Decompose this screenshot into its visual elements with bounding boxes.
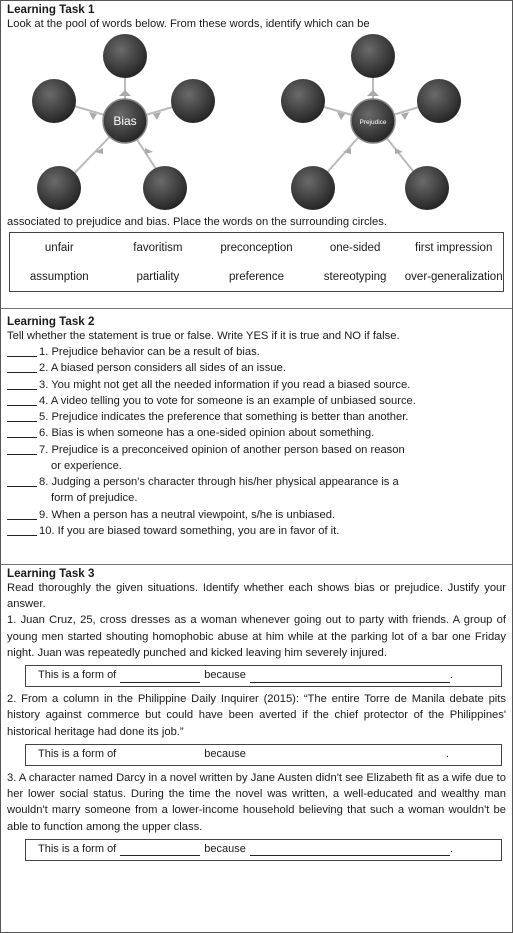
situation-item (7, 691, 506, 740)
learning-task-3 (1, 565, 512, 932)
form-because: because (204, 669, 246, 682)
prejudice-center-label: Prejudice (359, 119, 387, 127)
bias-answer-circle-right[interactable] (171, 79, 215, 123)
prejudice-answer-circle-right[interactable] (417, 79, 461, 123)
statement-text: 1. Prejudice behavior can be a result of bias. (39, 346, 260, 359)
situation-item (7, 612, 506, 661)
statement-text: 5. Prejudice indicates the preference that something is better than another. (39, 411, 409, 424)
form-because: because (204, 842, 246, 855)
statement-continuation: form of prejudice. (51, 492, 138, 505)
task2-instruction: Tell whether the statement is true or false. Write YES if it is true and NO if false. (7, 330, 400, 342)
statement-text: 3. You might not get all the needed information if you read a biased source. (39, 378, 411, 391)
justification-blank[interactable] (250, 670, 450, 683)
statement-row (7, 377, 506, 393)
situation-text: 1. Juan Cruz, 25, cross dresses as a woman whenever going out to party with friends. A group of young men started shouting homophobic abuse at him while at the parking lot of a bar one Friday night. Juan was repeatedly punched and kicked leaving him severely injured. (7, 614, 506, 659)
form-type-blank[interactable] (120, 843, 200, 856)
statement-text: 9. When a person has a neutral viewpoint, s/he is unbiased. (39, 508, 336, 521)
answer-blank[interactable] (7, 409, 37, 422)
answer-blank[interactable] (7, 507, 37, 520)
statement-row (7, 344, 506, 360)
statement-text: 4. A video telling you to vote for someone is an example of unbiased source. (39, 394, 416, 407)
justification-blank[interactable] (250, 843, 450, 856)
answer-blank[interactable] (7, 474, 37, 487)
word-pool-item: one-sided (329, 241, 381, 254)
answer-box[interactable]: This is a form of because . (25, 839, 502, 861)
word-pool-item: over-generalization (404, 270, 503, 283)
situation-item (7, 770, 506, 835)
bias-answer-circle-bottom-right[interactable] (143, 166, 187, 210)
answer-blank[interactable] (7, 425, 37, 438)
statement-text: 7. Prejudice is a preconceived opinion of another person based on reason (39, 443, 405, 456)
bias-concept-map (32, 34, 215, 210)
statement-row (7, 360, 506, 376)
word-pool-item: stereotyping (323, 270, 387, 283)
answer-blank[interactable] (7, 344, 37, 357)
task3-heading: Learning Task 3 (7, 567, 95, 580)
word-pool-item: unfair (44, 241, 74, 254)
learning-task-1 (1, 1, 512, 309)
form-prefix: This is a form of (38, 747, 117, 760)
answer-blank[interactable] (7, 442, 37, 455)
statement-text: 6. Bias is when someone has a one-sided opinion about something. (39, 427, 375, 440)
bias-answer-circle-left[interactable] (32, 79, 76, 123)
bias-center-label: Bias (113, 114, 137, 129)
word-pool-item: assumption (29, 270, 89, 283)
word-pool-item: partiality (136, 270, 180, 283)
word-pool-item: preference (229, 270, 284, 283)
statement-row (7, 409, 506, 425)
form-because: because (204, 747, 246, 760)
prejudice-answer-circle-top[interactable] (351, 34, 395, 78)
task2-heading: Learning Task 2 (7, 315, 95, 328)
task1-continued: associated to prejudice and bias. Place the words on the surrounding circles. (7, 216, 387, 229)
answer-blank[interactable] (7, 377, 37, 390)
prejudice-answer-circle-bottom-left[interactable] (291, 166, 335, 210)
statement-row (7, 393, 506, 409)
task1-intro: Look at the pool of words below. From these words, identify which can be (7, 18, 370, 30)
statement-row (7, 523, 506, 539)
word-pool-box (9, 232, 504, 292)
prejudice-concept-map (281, 34, 461, 210)
statement-text: 10. If you are biased toward something, you are in favor of it. (39, 524, 340, 537)
statement-row (7, 474, 506, 490)
statement-text: 8. Judging a person's character through his/her physical appearance is a (39, 476, 399, 489)
concept-map-diagrams (7, 34, 506, 214)
statement-row (7, 425, 506, 441)
prejudice-answer-circle-left[interactable] (281, 79, 325, 123)
form-prefix: This is a form of (38, 669, 117, 682)
statement-row (7, 442, 506, 458)
form-prefix: This is a form of (38, 842, 117, 855)
answer-blank[interactable] (7, 393, 37, 406)
statement-text: 2. A biased person considers all sides of an issue. (39, 362, 286, 375)
answer-box[interactable]: This is a form of because . (25, 744, 502, 766)
word-pool-item: favoritism (133, 241, 183, 254)
prejudice-answer-circle-bottom-right[interactable] (405, 166, 449, 210)
task1-heading: Learning Task 1 (7, 3, 95, 16)
answer-box[interactable]: This is a form of because . (25, 665, 502, 687)
word-pool-item: preconception (220, 241, 293, 254)
statement-continuation: or experience. (51, 459, 122, 472)
word-pool-item: first impression (415, 241, 493, 254)
situation-text: 2. From a column in the Philippine Daily Inquirer (2015): “The entire Torre de Manila debate pits history against commerce but could have been averted if the chief protector of the Philippines' historical heritage had done its job.” (7, 693, 506, 738)
task3-instruction: Read thoroughly the given situations. Identify whether each shows bias or prejudice. Justify your answer. (7, 582, 506, 611)
form-type-blank[interactable] (120, 670, 200, 683)
answer-blank[interactable] (7, 523, 37, 536)
learning-task-2 (1, 309, 512, 565)
bias-answer-circle-top[interactable] (103, 34, 147, 78)
situation-text: 3. A character named Darcy in a novel written by Jane Austen didn't see Elizabeth fit as a wife due to her lower social status. During the time the novel was written, a well-educated and wealthy man wouldn't marry someone from a lower-income household believing that such a woman wouldn't be able to function among the upper class. (7, 771, 506, 833)
bias-answer-circle-bottom-left[interactable] (37, 166, 81, 210)
answer-blank[interactable] (7, 360, 37, 373)
statement-row (7, 507, 506, 523)
